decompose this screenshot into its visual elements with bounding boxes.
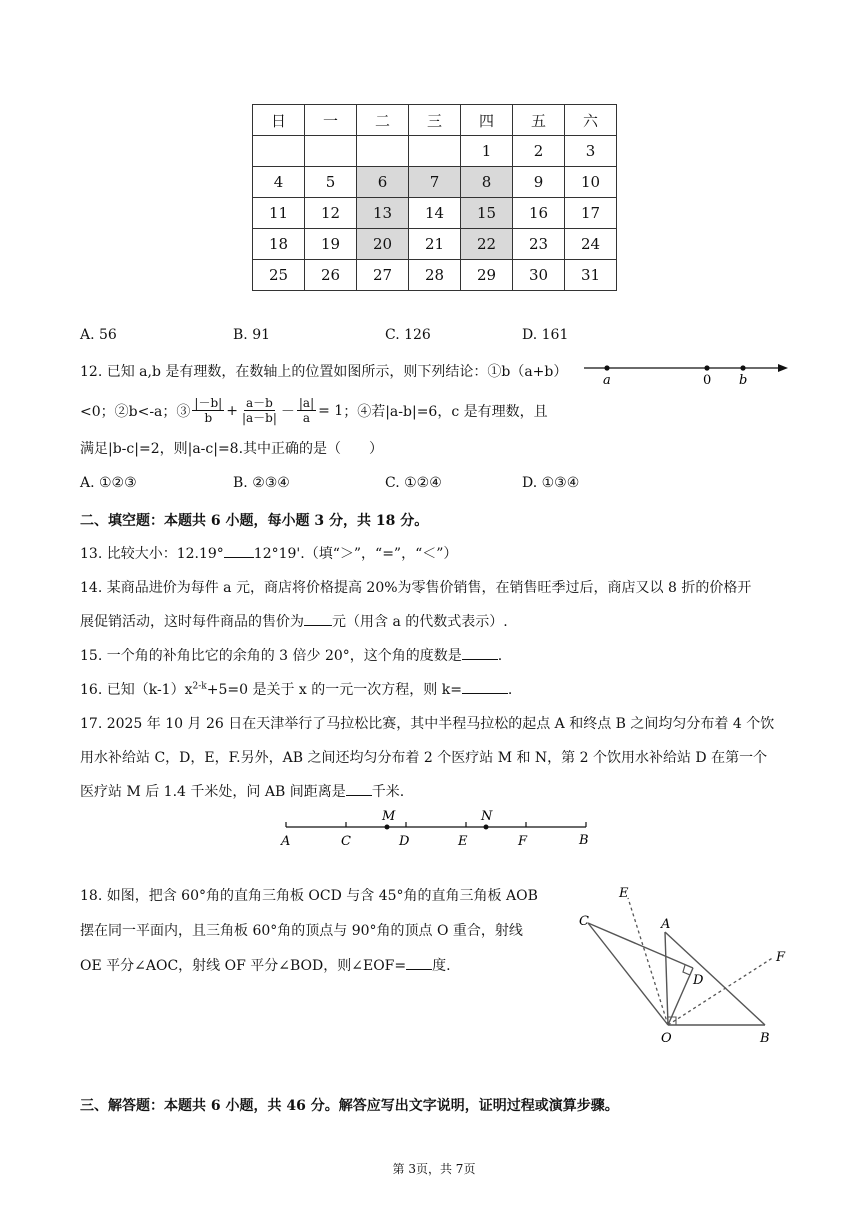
calendar-cell xyxy=(253,136,305,167)
calendar-cell: 14 xyxy=(409,198,461,229)
q12-line-1: 12. 已知 a,b 是有理数，在数轴上的位置如图所示，则下列结论：①b（a+b） xyxy=(80,364,568,380)
calendar-cell: 31 xyxy=(565,260,617,291)
q14-line-1: 14. 某商品进价为每件 a 元，商店将价格提高 20%为零售价销售，在销售旺季过后，商店又以 8 折的价格开 xyxy=(80,580,752,596)
q18-line-2: 摆在同一平面内，且三角板 60°角的顶点与 90°角的顶点 O 重合，射线 xyxy=(80,923,523,939)
calendar-cell-shaded: 13 xyxy=(357,198,409,229)
q11-option-a: A. 56 xyxy=(80,327,117,343)
q12-fraction-2-num: a－b xyxy=(245,396,273,410)
calendar-header-cell: 六 xyxy=(565,105,617,136)
calendar-row xyxy=(253,260,617,291)
calendar-cell: 1 xyxy=(461,136,513,167)
calendar-header-cell: 五 xyxy=(513,105,565,136)
number-line-label-a: a xyxy=(603,373,611,388)
q11-option-b: B. 91 xyxy=(233,327,271,343)
q12-line-2-end: ；④若|a-b|=6，c 是有理数，且 xyxy=(343,403,548,420)
q17-line-2: 用水补给站 C，D，E，F.另外，AB 之间还均匀分布着 2 个医疗站 M 和 N，第 2 个饮用水补给站 D 在第一个 xyxy=(80,750,768,766)
calendar-cell xyxy=(305,136,357,167)
calendar-row xyxy=(253,136,617,167)
q13-blank xyxy=(224,557,254,558)
label-c: C xyxy=(341,834,351,849)
q13-start: 13. 比较大小：12.19° xyxy=(80,546,224,562)
q17-segment-figure xyxy=(276,806,596,852)
calendar-cell: 24 xyxy=(565,229,617,260)
number-line-point-0 xyxy=(704,365,709,370)
calendar-header-row xyxy=(253,105,617,136)
calendar-cell: 12 xyxy=(305,198,357,229)
number-line-arrow xyxy=(778,364,788,372)
label-m: M xyxy=(382,809,396,824)
q18-start: OE 平分∠AOC，射线 OF 平分∠BOD，则∠EOF= xyxy=(80,958,407,974)
label-d: D xyxy=(693,973,704,988)
calendar-cell: 28 xyxy=(409,260,461,291)
calendar-cell: 30 xyxy=(513,260,565,291)
calendar-cell: 10 xyxy=(565,167,617,198)
q16-line xyxy=(80,679,512,699)
calendar-cell: 25 xyxy=(253,260,305,291)
calendar-cell-shaded: 6 xyxy=(357,167,409,198)
calendar-cell: 19 xyxy=(305,229,357,260)
label-e: E xyxy=(458,834,468,849)
calendar-cell: 9 xyxy=(513,167,565,198)
point-m xyxy=(385,825,390,830)
calendar-row xyxy=(253,198,617,229)
segment-oa xyxy=(665,932,668,1025)
label-d: D xyxy=(399,834,410,849)
label-c: C xyxy=(579,914,589,929)
calendar-cell: 26 xyxy=(305,260,357,291)
calendar-cell: 16 xyxy=(513,198,565,229)
q12-fraction-2 xyxy=(240,396,279,425)
segment-oc xyxy=(588,923,668,1025)
q16-middle: +5=0 是关于 x 的一元一次方程，则 k= xyxy=(206,682,462,698)
segment-cd xyxy=(588,923,693,968)
q12-fraction-3-num: |a| xyxy=(298,396,315,410)
calendar-cell: 4 xyxy=(253,167,305,198)
q17-line-3 xyxy=(80,781,404,801)
label-b: B xyxy=(579,833,589,848)
calendar-cell-shaded: 8 xyxy=(461,167,513,198)
q12-number-line xyxy=(580,355,792,389)
number-line-point-a xyxy=(604,365,609,370)
calendar-header-cell: 二 xyxy=(357,105,409,136)
label-e: E xyxy=(619,886,629,901)
calendar-cell: 21 xyxy=(409,229,461,260)
calendar-row xyxy=(253,167,617,198)
q13-line xyxy=(80,543,457,563)
number-line-point-b xyxy=(740,365,745,370)
q14-start: 展促销活动，这时每件商品的售价为 xyxy=(80,614,304,630)
calendar-cell: 23 xyxy=(513,229,565,260)
q15-start: 15. 一个角的补角比它的余角的 3 倍少 20°，这个角的度数是 xyxy=(80,648,462,664)
q12-line-2-start: <0；②b<-a；③ xyxy=(80,403,191,420)
q17-start: 医疗站 M 后 1.4 千米处，问 AB 间距离是 xyxy=(80,784,346,800)
label-a: A xyxy=(661,917,671,932)
q17-blank xyxy=(346,795,372,796)
label-f: F xyxy=(518,834,528,849)
q16-start: 16. 已知（k-1）x xyxy=(80,682,193,698)
calendar-cell-shaded: 20 xyxy=(357,229,409,260)
q12-option-d: D. ①③④ xyxy=(522,475,580,491)
q12-line-3: 满足|b-c|=2，则|a-c|=8.其中正确的是（ ） xyxy=(80,441,384,457)
page-footer: 第 3页，共 7页 xyxy=(392,1162,476,1176)
calendar-row xyxy=(253,229,617,260)
q12-fraction-3-den: a xyxy=(302,411,311,425)
q18-line-3 xyxy=(80,955,451,975)
q12-option-b: B. ②③④ xyxy=(233,475,290,491)
calendar-cell: 29 xyxy=(461,260,513,291)
q16-blank xyxy=(462,693,508,694)
label-n: N xyxy=(481,809,493,824)
section-2-heading: 二、填空题：本题共 6 小题，每小题 3 分，共 18 分。 xyxy=(80,513,429,529)
q18-triangle-figure xyxy=(570,880,800,1055)
q16-end: . xyxy=(507,682,513,698)
q16-exponent: 2-k xyxy=(192,681,207,692)
label-o: O xyxy=(661,1031,672,1046)
label-b: B xyxy=(760,1031,770,1046)
calendar-cell xyxy=(409,136,461,167)
number-line-label-0: 0 xyxy=(703,373,712,388)
q15-end: . xyxy=(497,648,503,664)
q18-line-1: 18. 如图，把含 60°角的直角三角板 OCD 与含 45°角的直角三角板 AOB xyxy=(80,888,538,904)
q12-option-c: C. ①②④ xyxy=(385,475,442,491)
calendar-header-cell: 四 xyxy=(461,105,513,136)
q15-blank xyxy=(462,659,498,660)
calendar-cell: 3 xyxy=(565,136,617,167)
calendar-header-cell: 三 xyxy=(409,105,461,136)
q18-end: 度. xyxy=(432,958,451,974)
calendar-cell: 11 xyxy=(253,198,305,229)
calendar-cell-shaded: 15 xyxy=(461,198,513,229)
q12-plus: + xyxy=(226,402,238,419)
q14-end: 元（用含 a 的代数式表示）. xyxy=(332,614,508,630)
q12-line-2 xyxy=(80,396,548,425)
q14-line-2 xyxy=(80,611,508,631)
q18-blank xyxy=(406,969,432,970)
calendar-cell: 2 xyxy=(513,136,565,167)
calendar-table xyxy=(252,104,617,291)
q11-option-d: D. 161 xyxy=(522,327,569,343)
calendar-header-cell: 一 xyxy=(305,105,357,136)
q15-line xyxy=(80,645,502,665)
calendar-cell: 5 xyxy=(305,167,357,198)
number-line-label-b: b xyxy=(739,373,748,388)
q11-option-c: C. 126 xyxy=(385,327,431,343)
q17-end: 千米. xyxy=(371,784,405,800)
q12-fraction-1-num: |－b| xyxy=(194,396,223,410)
q12-fraction-1 xyxy=(192,396,224,425)
calendar-cell: 17 xyxy=(565,198,617,229)
q12-fraction-1-den: b xyxy=(204,411,213,425)
calendar-cell-shaded: 22 xyxy=(461,229,513,260)
calendar-cell: 18 xyxy=(253,229,305,260)
q12-fraction-3 xyxy=(297,396,316,425)
segment-ab xyxy=(665,932,765,1025)
label-f: F xyxy=(776,950,786,965)
q13-end: 12°19'.（填“＞”，“=”，“＜”） xyxy=(253,546,458,562)
calendar-cell-shaded: 7 xyxy=(409,167,461,198)
q12-equals: = 1 xyxy=(318,402,344,419)
calendar-header-cell: 日 xyxy=(253,105,305,136)
q17-line-1: 17. 2025 年 10 月 26 日在天津举行了马拉松比赛，其中半程马拉松的起点 A 和终点 B 之间均匀分布着 4 个饮 xyxy=(80,716,775,732)
label-a: A xyxy=(281,834,291,849)
q12-minus: － xyxy=(280,403,295,420)
q12-option-a: A. ①②③ xyxy=(80,475,137,491)
q14-blank xyxy=(304,625,332,626)
q12-fraction-2-den: |a－b| xyxy=(241,411,277,425)
point-n xyxy=(484,825,489,830)
calendar-cell xyxy=(357,136,409,167)
section-3-heading: 三、解答题：本题共 6 小题，共 46 分。解答应写出文字说明，证明过程或演算步骤。 xyxy=(80,1098,619,1114)
calendar-cell: 27 xyxy=(357,260,409,291)
